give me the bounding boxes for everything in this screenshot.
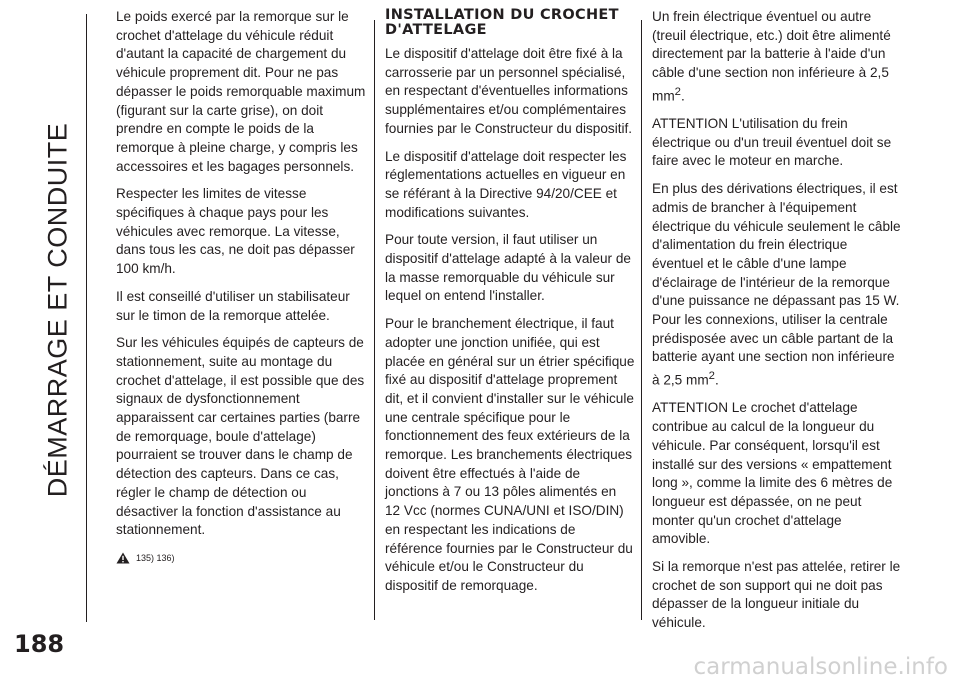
side-divider bbox=[86, 14, 87, 622]
paragraph: ATTENTION Le crochet d'attelage contribue au calcul de la longueur du véhicule. Par conséquent, lorsqu'il est installé sur des versions « empattement long », comme la limite des 6 mètres de longueur est dépassée, on ne peut monter qu'un crochet d'attelage amovible. bbox=[652, 400, 893, 547]
column-divider bbox=[374, 20, 375, 620]
column-3 bbox=[652, 8, 902, 642]
column-divider bbox=[641, 20, 642, 620]
superscript: 2 bbox=[708, 370, 715, 383]
paragraph: Le poids exercé par la remorque sur le crochet d'attelage du véhicule réduit d'autant la capacité de chargement du véhicule proprement dit. Pour ne pas dépasser le poids remorquable maximum (figurant sur la carte grise), on doit prendre en compte le poids de la remorque à pleine charge, y compris les accessoires et les bagages personnels. bbox=[116, 9, 366, 174]
paragraph: Le dispositif d'attelage doit respecter les réglementations actuelles en vigueur en se référant à la Directive 94/20/CEE et modifications suivantes. bbox=[385, 148, 627, 220]
paragraph-text: Un frein électrique éventuel ou autre (treuil électrique, etc.) doit être alimenté directement par la batterie à l'aide d'un câble d'une section non inférieure à 2,5 mm bbox=[652, 9, 891, 104]
section-heading: INSTALLATION DU CROCHET D'ATTELAGE bbox=[385, 7, 619, 38]
column-1 bbox=[116, 8, 366, 568]
paragraph-end: . bbox=[714, 372, 719, 388]
column-2 bbox=[385, 8, 635, 605]
superscript: 2 bbox=[674, 85, 681, 98]
paragraph: Pour le branchement électrique, il faut adopter une jonction unifiée, qui est placée en général sur un étrier spécifique fixé au dispositif d'attelage proprement dit, et il convient d'installer sur le véhicule une centrale spécifique pour le fonctionnement des feux extérieurs de la remorque. Les branchements électriques doivent être effectués à l'aide de jonctions à 7 ou 13 pôles alimentés en 12 Vcc (normes CUNA/UNI et ISO/DIN) en respectant les indications de référence fournies par le Constructeur du véhicule et/ou le Constructeur du dispositif de remorquage. bbox=[385, 316, 635, 593]
paragraph-end: . bbox=[680, 88, 685, 104]
watermark: carmanualsonline.info bbox=[693, 654, 948, 680]
paragraph: ATTENTION L'utilisation du frein électrique ou d'un treuil éventuel doit se faire avec le moteur en marche. bbox=[652, 116, 892, 169]
warning-refs-text: 135) 136) bbox=[136, 552, 175, 563]
chapter-title: DÉMARRAGE ET CONDUITE bbox=[42, 122, 73, 498]
paragraph: Le dispositif d'attelage doit être fixé à la carrosserie par un personnel spécialisé, en respectant d'éventuelles informations supplémentaires et/ou complémentaires fournies par le Constructeur du dispositif. bbox=[385, 46, 633, 136]
paragraph: Sur les véhicules équipés de capteurs de stationnement, suite au montage du crochet d'attelage, il est possible que des signaux de dysfonctionnement apparaissent car certaines parties (barre de remorquage, boule d'attelage) pourraient se trouver dans le champ de détection des capteurs. Dans ce cas, régler le champ de détection ou désactiver la fonction d'assistance au stationnement. bbox=[116, 335, 365, 538]
paragraph bbox=[652, 180, 902, 390]
paragraph: Il est conseillé d'utiliser un stabilisateur sur le timon de la remorque attelée. bbox=[116, 288, 350, 323]
paragraph bbox=[652, 8, 902, 106]
page-number: 188 bbox=[14, 630, 65, 658]
paragraph: Si la remorque n'est pas attelée, retirer le crochet de son support qui ne doit pas dépasser de la longueur initiale du véhicule. bbox=[652, 559, 901, 631]
paragraph: Pour toute version, il faut utiliser un dispositif d'attelage adapté à la valeur de la masse remorquable du véhicule sur lequel on entend l'installer. bbox=[385, 232, 631, 304]
paragraph-text: En plus des dérivations électriques, il est admis de brancher à l'équipement électrique du véhicule seulement le câble d'alimentation du frein électrique éventuel et le câble d'une lampe d'éclairage de l'intérieur de la remorque d'une puissance ne dépassant pas 15 W. Pour les connexions, utiliser la centrale prédisposée avec un câble partant de la batterie ayant une section non inférieure à 2,5 mm bbox=[652, 181, 901, 388]
warning-triangle-icon bbox=[116, 552, 130, 564]
warning-reference bbox=[116, 549, 366, 568]
paragraph: Respecter les limites de vitesse spécifiques à chaque pays pour les véhicules avec remorque. La vitesse, dans tous les cas, ne doit pas dépasser 100 km/h. bbox=[116, 186, 355, 277]
